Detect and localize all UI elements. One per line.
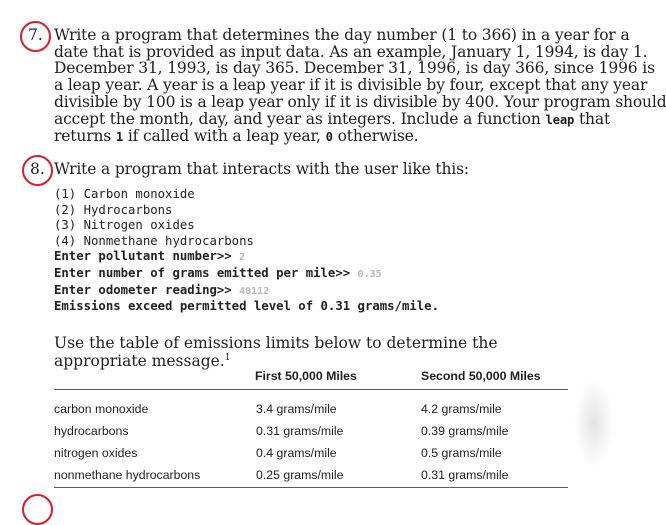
menu-item: (1) Carbon monoxide <box>54 187 195 201</box>
first-limit-cell: 0.25 grams/mile <box>256 468 344 482</box>
second-limit-cell: 4.2 grams/mile <box>421 402 502 416</box>
return-one-code: 1 <box>115 130 124 145</box>
problem-7-line: date that is provided as input data. As an example, January 1, 1994, is day 1. <box>54 42 648 61</box>
problem-7-line: December 31, 1993, is day 365. December 31, 1996, is day 366, since 1996 is <box>54 59 655 78</box>
problem-8-intro: Write a program that interacts with the user like this: <box>54 160 469 178</box>
problem-7-line: a leap year. A year is a leap year if it is divisible by four, except that any year <box>54 76 648 95</box>
menu-item: (3) Nitrogen oxides <box>54 218 195 233</box>
menu-item: (2) Hydrocarbons <box>54 202 173 217</box>
prompt-text: Enter pollutant number>> <box>54 249 240 264</box>
prompt-line <box>54 249 439 266</box>
problem-7-number: 7. <box>28 26 43 44</box>
returns-text: returns <box>54 127 116 146</box>
problem-7-line-text: otherwise. <box>332 127 419 146</box>
return-zero-code: 0 <box>325 130 333 145</box>
problem-7-text <box>54 26 666 146</box>
table-header-second: Second 50,000 Miles <box>421 369 541 383</box>
problem-7-line: Write a program that determines the day number (1 to 366) in a year for a <box>54 26 630 44</box>
second-limit-cell: 0.5 grams/mile <box>421 446 502 460</box>
first-limit-cell: 3.4 grams/mile <box>256 402 337 416</box>
menu-item: (4) Nonmethane hydrocarbons <box>54 233 254 248</box>
user-input: 2 <box>239 252 246 264</box>
first-limit-cell: 0.31 grams/mile <box>256 424 344 438</box>
problem-7-line <box>54 128 574 146</box>
result-message: Emissions exceed permitted level of 0.31 grams/mile. <box>54 299 439 314</box>
sample-interaction <box>54 187 439 315</box>
user-input: 40112 <box>239 285 270 297</box>
pollutant-cell: carbon monoxide <box>54 402 149 416</box>
prompt-text: Enter odometer reading>> <box>54 282 240 297</box>
footnote-marker: 1 <box>224 352 231 363</box>
prompt-line <box>54 266 439 283</box>
second-limit-cell: 0.31 grams/mile <box>421 468 509 482</box>
second-limit-cell: 0.39 grams/mile <box>421 424 509 438</box>
problem-7-line-text: if called with a leap year, <box>123 127 326 146</box>
leap-function-code: leap <box>545 112 575 127</box>
problem-8-number: 8. <box>30 160 45 178</box>
pollutant-cell: nitrogen oxides <box>54 446 138 460</box>
prompt-text: Enter number of grams emitted per mile>> <box>54 265 358 280</box>
table-top-rule <box>54 389 568 390</box>
problem-7-line-text: accept the month, day, and year as integers. Include a function <box>54 109 541 128</box>
user-input: 0.35 <box>357 268 382 280</box>
problem-7-line: divisible by 100 is a leap year only if it is divisible by 400. Your program should <box>54 92 666 111</box>
problem-7-line <box>54 109 611 129</box>
table-intro-text: Use the table of emissions limits below to determine the appropriate message. <box>54 334 498 370</box>
table-bottom-rule <box>54 487 568 488</box>
table-header-first: First 50,000 Miles <box>255 369 357 383</box>
first-limit-cell: 0.4 grams/mile <box>256 446 337 460</box>
prompt-line <box>54 283 439 300</box>
problem-7-line-text: that <box>574 109 611 128</box>
table-intro <box>54 334 593 370</box>
pollutant-cell: hydrocarbons <box>54 424 129 438</box>
problem-9-circle-annotation <box>22 494 53 525</box>
page-edge-shadow <box>575 380 613 466</box>
pollutant-cell: nonmethane hydrocarbons <box>54 468 201 482</box>
